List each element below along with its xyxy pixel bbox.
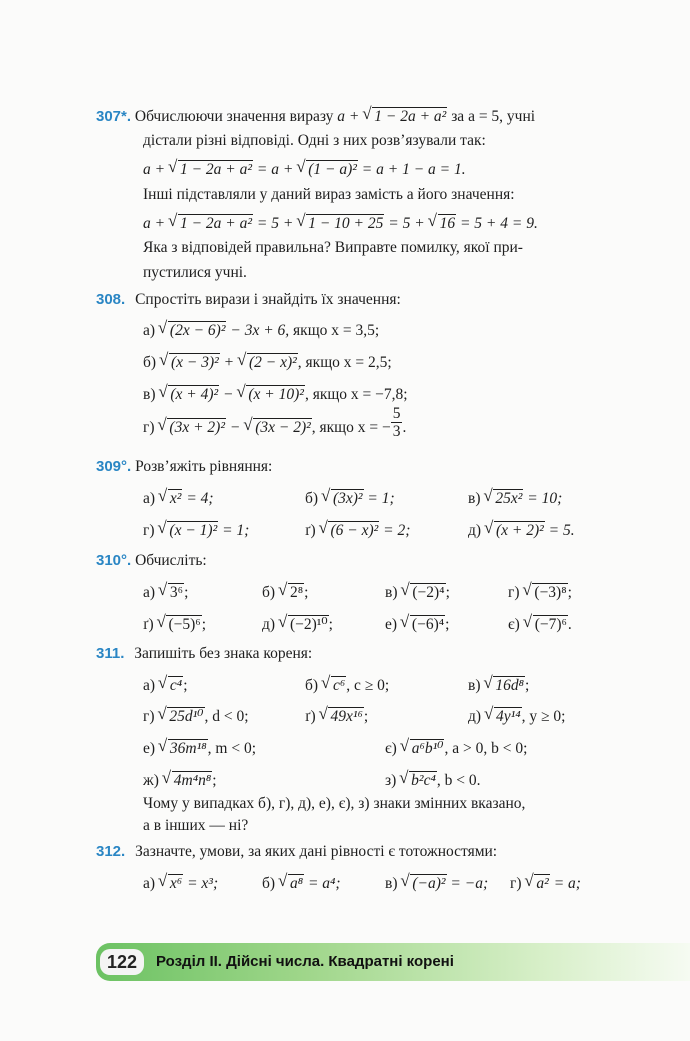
item-label: ґ) — [143, 616, 154, 633]
exercise-310-d — [508, 583, 572, 601]
sqrt-expr: √ x⁶ — [168, 874, 183, 892]
item-label: а) — [143, 875, 156, 892]
page-footer — [96, 943, 690, 981]
text: Спростіть вирази і знайдіть їх значення: — [135, 291, 401, 308]
item-label: в) — [468, 490, 481, 507]
sqrt-expr: √ (1 − a)² — [306, 160, 358, 178]
math: = a; — [549, 875, 581, 892]
exercise-310-title — [96, 553, 207, 569]
sqrt-expr: √ a⁸ — [288, 874, 304, 892]
page-number: 122 — [100, 949, 144, 975]
sqrt-expr: √ (x − 3)² — [169, 353, 220, 371]
exercise-number: 310°. — [96, 552, 132, 569]
text: , b < 0. — [436, 772, 481, 789]
exercise-307-line7: пустилися учні. — [143, 264, 247, 281]
denominator: 3 — [392, 423, 401, 441]
sqrt-expr: √ c⁴ — [168, 676, 183, 694]
math: a + — [337, 108, 364, 125]
item-label: є) — [385, 740, 397, 757]
condition: якщо x = 3,5; — [289, 322, 380, 339]
sqrt-expr: √ 25x² — [493, 489, 523, 507]
exercise-309-d — [143, 521, 249, 539]
exercise-310-a — [143, 583, 188, 601]
sqrt-expr: √ 3⁶ — [168, 583, 184, 601]
exercise-308-c — [143, 385, 408, 403]
math: − — [225, 419, 245, 437]
exercise-311-question1: Чому у випадках б), г), д), е), є), з) знаки змінних вказано, — [143, 795, 526, 812]
sqrt-expr: √ 1 − 2a + a² — [178, 160, 253, 178]
item-label: є) — [508, 616, 520, 633]
math: = 2; — [379, 522, 411, 539]
math: a + — [143, 215, 169, 232]
exercise-311-h — [385, 739, 527, 757]
sqrt-expr: √ 1 − 10 + 25 — [306, 214, 384, 232]
text: ; — [212, 772, 217, 789]
condition: , якщо x = 2,5; — [297, 354, 392, 371]
text: Обчисліть: — [135, 552, 207, 569]
exercise-308-a — [143, 321, 379, 339]
condition: , якщо x = − — [311, 419, 391, 437]
item-label: ґ) — [305, 522, 316, 539]
exercise-311-f — [468, 707, 565, 725]
exercise-311-i — [143, 771, 217, 789]
exercise-number: 312. — [96, 843, 126, 860]
item-label: з) — [385, 772, 397, 789]
item-label: б) — [305, 490, 319, 507]
exercise-309-f — [468, 521, 575, 539]
math: = a + 1 − a = 1. — [357, 161, 466, 178]
math: = 4; — [182, 490, 214, 507]
sqrt-expr: √ (x + 10)² — [246, 385, 305, 403]
sqrt-expr: √ (−7)⁶ — [533, 615, 568, 633]
item-label: д) — [468, 708, 482, 725]
text: Зазначте, умови, за яких дані рівності є тотожностями: — [135, 843, 498, 860]
sqrt-expr: √ 4y¹⁴ — [494, 707, 522, 725]
item-label: г) — [508, 584, 520, 601]
sqrt-expr: √ b²c⁴ — [409, 771, 437, 789]
text: Запишіть без знака кореня: — [134, 645, 313, 662]
sqrt-expr: √ (2x − 6)² — [168, 321, 227, 339]
sqrt-expr: √ (−a)² — [410, 874, 446, 892]
text: ; — [525, 677, 530, 694]
sqrt-expr: √ c⁶ — [331, 676, 346, 694]
text: ; — [363, 708, 369, 725]
math: = 10; — [523, 490, 563, 507]
math: − — [219, 386, 238, 403]
exercise-312-title — [96, 844, 497, 860]
condition: , якщо x = −7,8; — [304, 386, 408, 403]
sqrt-expr: √ (−2)¹⁰ — [288, 615, 329, 633]
text: ; — [445, 616, 450, 633]
math: = 5. — [544, 522, 575, 539]
exercise-307-line2: дістали різні відповіді. Одні з них розв’язували так: — [143, 132, 486, 149]
exercise-310-f — [262, 615, 333, 633]
exercise-311-e — [305, 707, 368, 725]
numerator: 5 — [392, 405, 401, 422]
item-label: г) — [143, 708, 155, 725]
exercise-308-b — [143, 353, 392, 371]
exercise-312-d — [510, 874, 581, 892]
text: Обчислюючи значення виразу — [134, 108, 338, 125]
item-label: д) — [262, 616, 276, 633]
item-label: е) — [385, 616, 398, 633]
sqrt-expr: √ 16 — [438, 214, 457, 232]
text: . — [567, 616, 572, 633]
math: − 3x + 6, — [226, 322, 290, 339]
text: за a = 5, учні — [447, 108, 536, 125]
text: , c ≥ 0; — [346, 677, 390, 694]
text: ; — [328, 616, 333, 633]
chapter-title: Розділ ІІ. Дійсні числа. Квадратні корені — [156, 953, 454, 970]
text: . — [402, 419, 407, 437]
sqrt-expr: √ (3x)² — [331, 489, 364, 507]
exercise-311-g — [143, 739, 256, 757]
math: = x³; — [183, 875, 219, 892]
item-label: а) — [143, 322, 156, 339]
exercise-311-c — [468, 676, 529, 694]
text: Розв’яжіть рівняння: — [135, 458, 273, 475]
item-label: г) — [143, 522, 155, 539]
text: ; — [304, 584, 309, 601]
text: , m < 0; — [207, 740, 257, 757]
text: ; — [184, 584, 189, 601]
sqrt-expr: √ (6 − x)² — [328, 521, 379, 539]
exercise-307-line5 — [143, 214, 538, 232]
math: = a + — [253, 161, 298, 178]
exercise-number: 311. — [96, 645, 125, 662]
exercise-309-b — [305, 489, 395, 507]
exercise-309-a — [143, 489, 214, 507]
fraction — [391, 405, 403, 440]
item-label: г) — [143, 419, 155, 437]
exercise-308-title — [96, 292, 401, 308]
exercise-311-title — [96, 646, 312, 662]
exercise-309-c — [468, 489, 562, 507]
math: = a⁴; — [304, 875, 341, 892]
sqrt-expr: √ 1 − 2a + a² — [178, 214, 253, 232]
math: = 5 + — [253, 215, 298, 232]
exercise-307-line3 — [143, 160, 466, 178]
exercise-307-line4: Інші підставляли у даний вираз замість a його значення: — [143, 186, 515, 203]
sqrt-expr: √ a⁶b¹⁰ — [410, 739, 445, 757]
item-label: в) — [143, 386, 156, 403]
item-label: б) — [143, 354, 157, 371]
exercise-310-b — [262, 583, 308, 601]
item-label: б) — [305, 677, 319, 694]
item-label: а) — [143, 584, 156, 601]
exercise-310-c — [385, 583, 450, 601]
exercise-311-b — [305, 676, 389, 694]
exercise-312-a — [143, 874, 218, 892]
text: ; — [567, 584, 572, 601]
math: = 1; — [363, 490, 395, 507]
exercise-312-c — [385, 874, 488, 892]
math: a + — [143, 161, 169, 178]
exercise-number: 309°. — [96, 458, 132, 475]
sqrt-expr: √ x² — [168, 489, 183, 507]
item-label: д) — [468, 522, 482, 539]
exercise-307-line1 — [96, 107, 535, 125]
text: , y ≥ 0; — [521, 708, 566, 725]
sqrt-expr: √ 4m⁴n⁸ — [172, 771, 212, 789]
exercise-309-title — [96, 459, 272, 475]
exercise-310-h — [508, 615, 572, 633]
item-label: б) — [262, 875, 276, 892]
item-label: в) — [385, 584, 398, 601]
exercise-309-e — [305, 521, 410, 539]
item-label: б) — [262, 584, 276, 601]
text: ; — [201, 616, 207, 633]
sqrt-expr: √ 2⁸ — [288, 583, 304, 601]
math: = 1; — [218, 522, 250, 539]
sqrt-expr: √ (3x + 2)² — [167, 418, 226, 436]
math: = 5 + — [384, 215, 429, 232]
sqrt-expr: √ 1 − 2a + a² — [372, 107, 447, 125]
item-label: а) — [143, 677, 156, 694]
item-label: а) — [143, 490, 156, 507]
item-label: ж) — [143, 772, 159, 789]
item-label: г) — [510, 875, 522, 892]
exercise-311-j — [385, 771, 480, 789]
sqrt-expr: √ a² — [534, 874, 549, 892]
item-label: в) — [468, 677, 481, 694]
exercise-307-line6: Яка з відповідей правильна? Виправте помилку, якої при- — [143, 239, 523, 256]
exercise-number: 308. — [96, 291, 126, 308]
math: + — [219, 354, 238, 371]
exercise-311-question2: а в інших — ні? — [143, 817, 249, 834]
exercise-308-d — [143, 405, 407, 441]
sqrt-expr: √ (3x − 2)² — [253, 418, 312, 436]
exercise-312-b — [262, 874, 341, 892]
text: , d < 0; — [204, 708, 249, 725]
exercise-310-g — [385, 615, 449, 633]
sqrt-expr: √ (x + 2)² — [494, 521, 545, 539]
math: = −a; — [446, 875, 489, 892]
math: = 5 + 4 = 9. — [456, 215, 538, 232]
sqrt-expr: √ (x − 1)² — [167, 521, 218, 539]
exercise-number: 307*. — [96, 108, 132, 125]
item-label: е) — [143, 740, 156, 757]
sqrt-expr: √ (−3)⁸ — [532, 583, 567, 601]
text: ; — [445, 584, 450, 601]
exercise-311-d — [143, 707, 249, 725]
sqrt-expr: √ (−6)⁴ — [410, 615, 445, 633]
item-label: ґ) — [305, 708, 316, 725]
exercise-310-e — [143, 615, 206, 633]
exercise-311-a — [143, 676, 188, 694]
sqrt-expr: √ (−2)⁴ — [410, 583, 445, 601]
sqrt-expr: √ 16d⁸ — [493, 676, 525, 694]
sqrt-expr: √ 36m¹⁸ — [168, 739, 208, 757]
sqrt-expr: √ (−5)⁶ — [166, 615, 201, 633]
sqrt-expr: √ 25d¹⁰ — [167, 707, 204, 725]
item-label: в) — [385, 875, 398, 892]
text: , a > 0, b < 0; — [444, 740, 528, 757]
sqrt-expr: √ (x + 4)² — [168, 385, 219, 403]
sqrt-expr: √ 49x¹⁶ — [328, 707, 363, 725]
text: ; — [183, 677, 188, 694]
sqrt-expr: √ (2 − x)² — [247, 353, 298, 371]
